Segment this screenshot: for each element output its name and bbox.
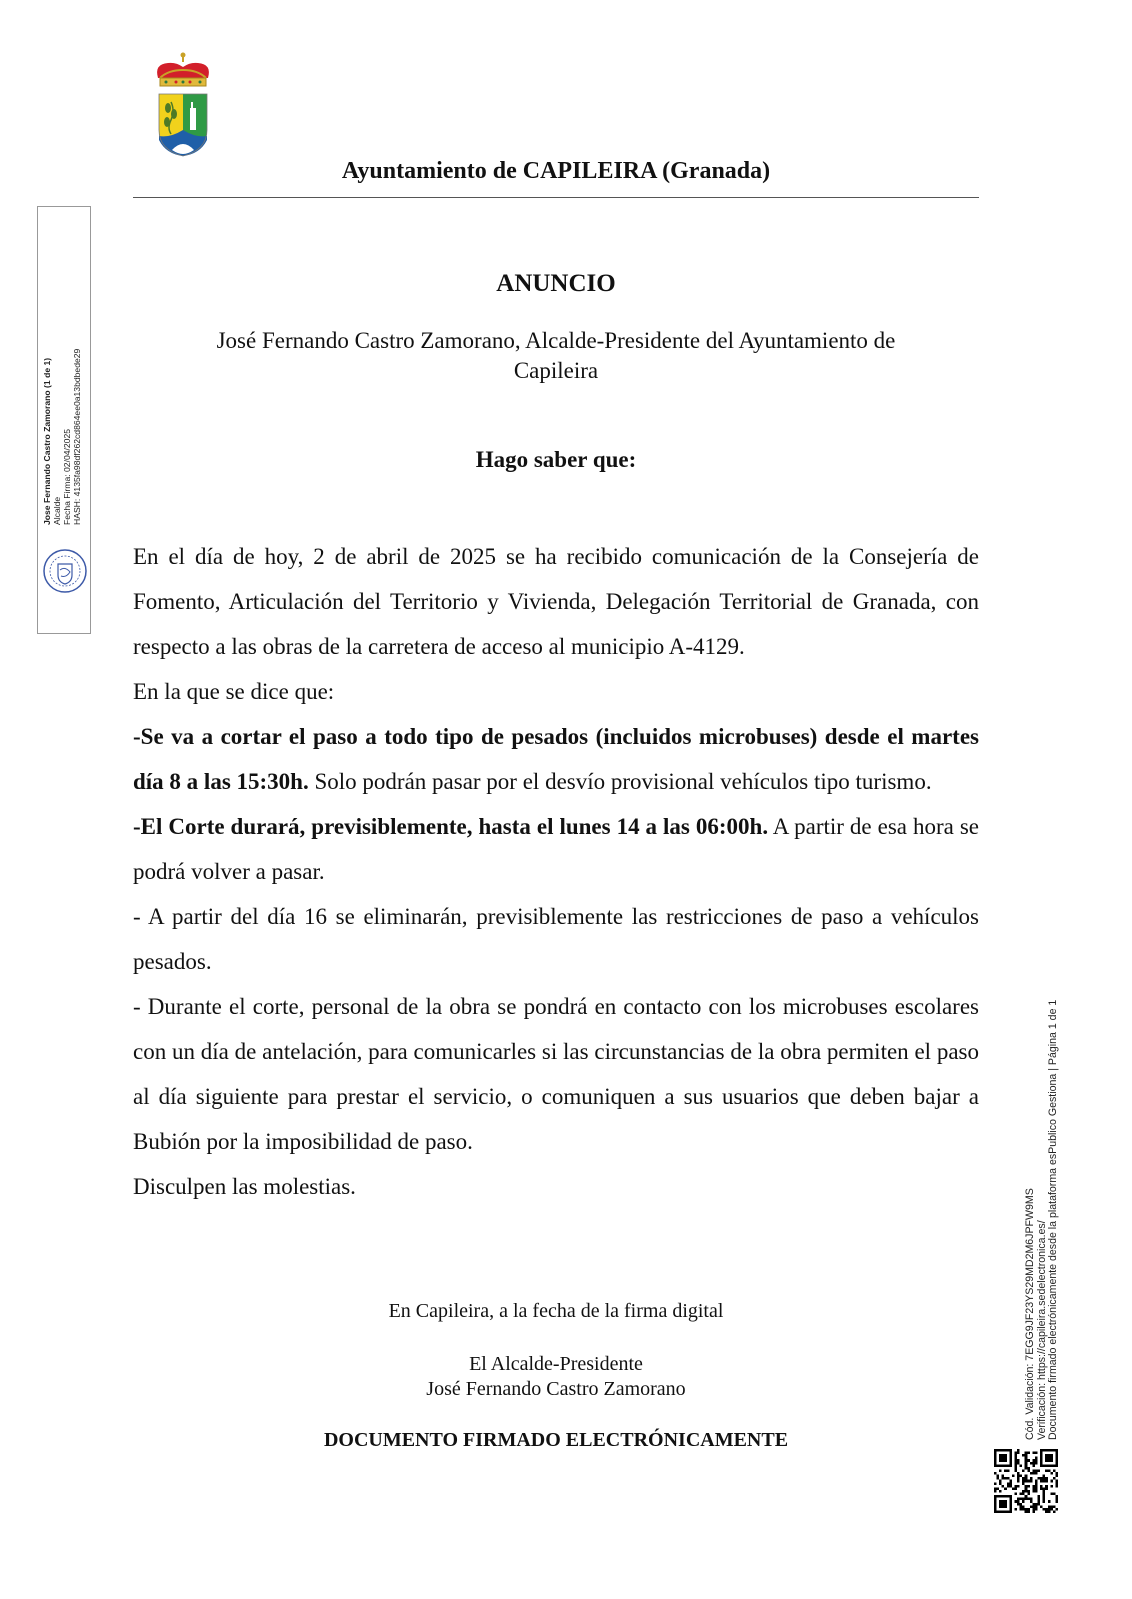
signer-role: Alcalde bbox=[52, 496, 62, 525]
place-date: En Capileira, a la fecha de la firma digital bbox=[388, 1300, 724, 1322]
notice-heading: ANUNCIO bbox=[496, 270, 616, 297]
header-divider bbox=[133, 197, 979, 198]
signature-info bbox=[42, 349, 82, 525]
notice-body bbox=[133, 534, 979, 1209]
signature-block bbox=[133, 1352, 979, 1402]
list-item bbox=[133, 714, 979, 804]
paragraph: En el día de hoy, 2 de abril de 2025 se ha recibido comunicación de la Consejería de Fomento, Articulación del Territorio y Vivienda, Delegación Territorial de Granada, con respecto a las obras de la carretera de acceso al municipio A-4129. bbox=[133, 544, 979, 659]
notice-subheading: Hago saber que: bbox=[475, 447, 637, 472]
shield-icon bbox=[159, 94, 207, 156]
electronic-signature-notice: DOCUMENTO FIRMADO ELECTRÓNICAMENTE bbox=[323, 1429, 789, 1451]
signature-date: Fecha Firma: 02/04/2025 bbox=[62, 428, 72, 525]
notice-intro bbox=[133, 326, 979, 386]
closing-remark: Disculpen las molestias. bbox=[133, 1174, 356, 1199]
intro-line: Capileira bbox=[513, 358, 599, 383]
signer-name: Jose Fernando Castro Zamorano (1 de 1) bbox=[42, 357, 52, 525]
header-title: Ayuntamiento de CAPILEIRA (Granada) bbox=[341, 158, 771, 184]
crown-icon bbox=[157, 53, 209, 87]
intro-line: José Fernando Castro Zamorano, Alcalde-Presidente del Ayuntamiento de bbox=[216, 328, 896, 353]
verification-url[interactable]: Verificación: https://capileira.sedelectronica.es/ bbox=[1035, 1220, 1048, 1440]
item-text: Solo podrán pasar por el desvío provisional vehículos tipo turismo. bbox=[308, 769, 932, 794]
coat-of-arms-emblem bbox=[150, 50, 216, 158]
list-item: - A partir del día 16 se eliminarán, previsiblemente las restricciones de paso a vehículos pesados. bbox=[133, 904, 979, 974]
item-emphasis: -El Corte durará, previsiblemente, hasta el lunes 14 a las 06:00h. bbox=[133, 814, 769, 839]
verification-info bbox=[1025, 1000, 1060, 1440]
municipal-seal-icon bbox=[42, 548, 88, 594]
qr-code-icon[interactable] bbox=[994, 1449, 1058, 1513]
signer-title: El Alcalde-Presidente bbox=[469, 1353, 643, 1375]
item-emphasis: -Se va a cortar el paso a todo tipo de pesados (incluidos microbuses) desde el martes día 8 a las 15:30h. bbox=[133, 724, 979, 794]
signer-full-name: José Fernando Castro Zamorano bbox=[426, 1378, 686, 1400]
item-text: A partir de esa hora se podrá volver a pasar. bbox=[133, 814, 979, 884]
list-item: - Durante el corte, personal de la obra se pondrá en contacto con los microbuses escolares con un día de antelación, para comunicarles si las circunstancias de la obra permiten el paso al día siguiente para prestar el servicio, o comuniquen a sus usuarios que deben bajar a Bubión por la imposibilidad de paso. bbox=[133, 994, 979, 1154]
list-item bbox=[133, 804, 979, 894]
paragraph: En la que se dice que: bbox=[133, 679, 335, 704]
signature-hash: HASH: 4135fa98df262cd864ee0a13bdbede29 bbox=[72, 348, 82, 525]
validation-code: Cód. Validación: 7EGG9JF23YS29MD2M6JPFW9MS bbox=[1024, 1188, 1036, 1440]
platform-info: Documento firmado electrónicamente desde la plataforma esPublico Gestiona | Página 1 de 1 bbox=[1047, 999, 1059, 1440]
